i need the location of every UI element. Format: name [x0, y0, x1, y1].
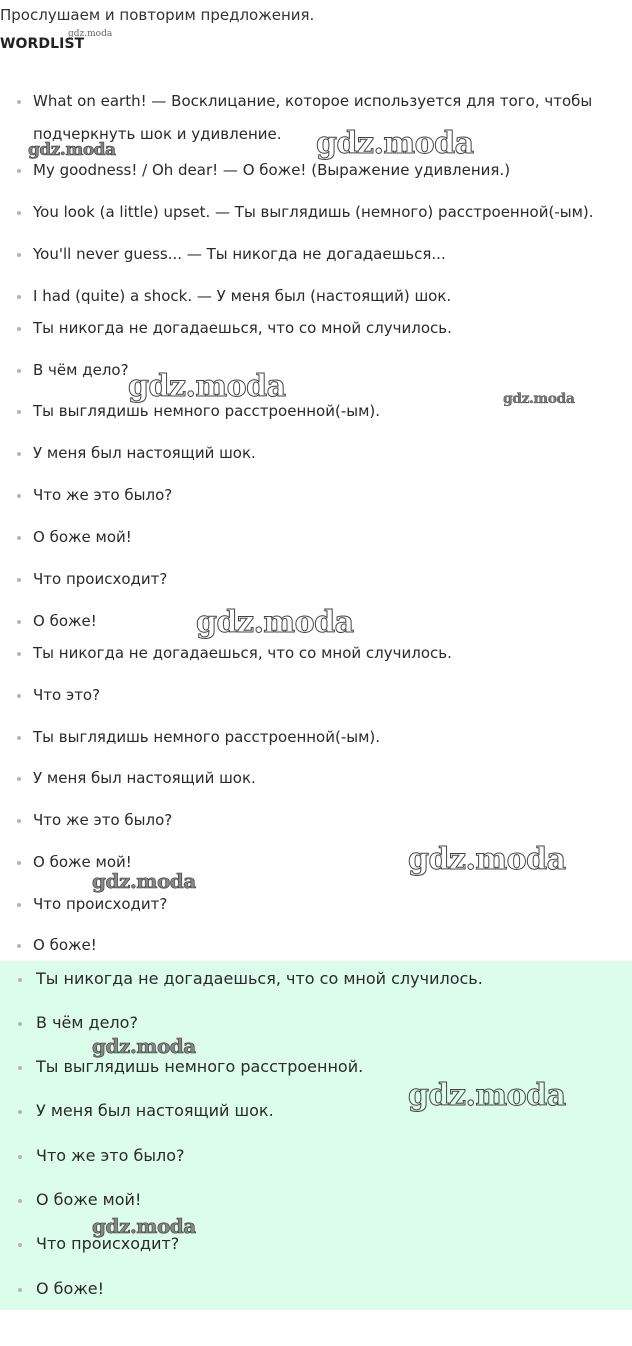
list-item: Что же это было? [0, 810, 632, 830]
list-item: У меня был настоящий шок. [0, 443, 632, 463]
list-item: Что происходит? [0, 1234, 632, 1254]
dialogue-list-3 [0, 969, 632, 1299]
list-item: Ты никогда не догадаешься, что со мной случилось. [0, 969, 632, 989]
list-item: У меня был настоящий шок. [0, 768, 632, 788]
dialogue-list-1 [0, 318, 632, 631]
list-item: О боже! [0, 935, 632, 955]
watermark: gdz.moda [128, 369, 286, 404]
watermark: gdz.moda [196, 605, 354, 640]
list-item: О боже мой! [0, 527, 632, 547]
list-item: В чём дело? [0, 1013, 632, 1033]
list-item: Что происходит? [0, 569, 632, 589]
list-item: You look (a little) upset. — Ты выглядишь (немного) расстроенной(-ым). [0, 202, 632, 222]
list-item: Ты выглядишь немного расстроенной(-ым). [0, 727, 632, 747]
highlighted-dialogue [0, 961, 632, 1310]
list-item: My goodness! / Oh dear! — О боже! (Выражение удивления.) [0, 160, 632, 180]
watermark: gdz.moda [408, 1078, 566, 1113]
list-item: Что это? [0, 685, 632, 705]
list-item: Ты никогда не догадаешься, что со мной случилось. [0, 318, 632, 338]
list-item: Ты выглядишь немного расстроенной(-ым). [0, 401, 632, 421]
list-item: Что происходит? [0, 894, 632, 914]
watermark: gdz.moda [92, 869, 196, 893]
list-item: У меня был настоящий шок. [0, 1101, 632, 1121]
list-item: You'll never guess... — Ты никогда не догадаешься... [0, 244, 632, 264]
wordlist-list [0, 85, 632, 306]
watermark: gdz.moda [68, 29, 113, 39]
intro-text: Прослушаем и повторим предложения. [0, 6, 315, 24]
list-item: О боже мой! [0, 1190, 632, 1210]
list-item: Что же это было? [0, 485, 632, 505]
list-item: Ты никогда не догадаешься, что со мной случилось. [0, 643, 632, 663]
watermark: gdz.moda [316, 126, 474, 161]
wordlist-heading: WORDLIST [0, 36, 85, 52]
watermark: gdz.moda [503, 391, 575, 407]
list-item: О боже! [0, 1279, 632, 1299]
watermark: gdz.moda [92, 1034, 196, 1058]
list-item: Что же это было? [0, 1146, 632, 1166]
list-item: I had (quite) a shock. — У меня был (настоящий) шок. [0, 286, 632, 306]
list-item: О боже мой! [0, 852, 632, 872]
list-item: В чём дело? [0, 360, 632, 380]
watermark: gdz.moda [408, 842, 566, 877]
watermark: gdz.moda [28, 140, 116, 160]
list-item: О боже! [0, 611, 632, 631]
list-item: Ты выглядишь немного расстроенной. [0, 1057, 632, 1077]
list-item: What on earth! — Восклицание, которое используется для того, чтобы подчеркнуть шок и удивление. [0, 85, 605, 151]
watermark: gdz.moda [92, 1214, 196, 1238]
dialogue-list-2 [0, 643, 632, 955]
